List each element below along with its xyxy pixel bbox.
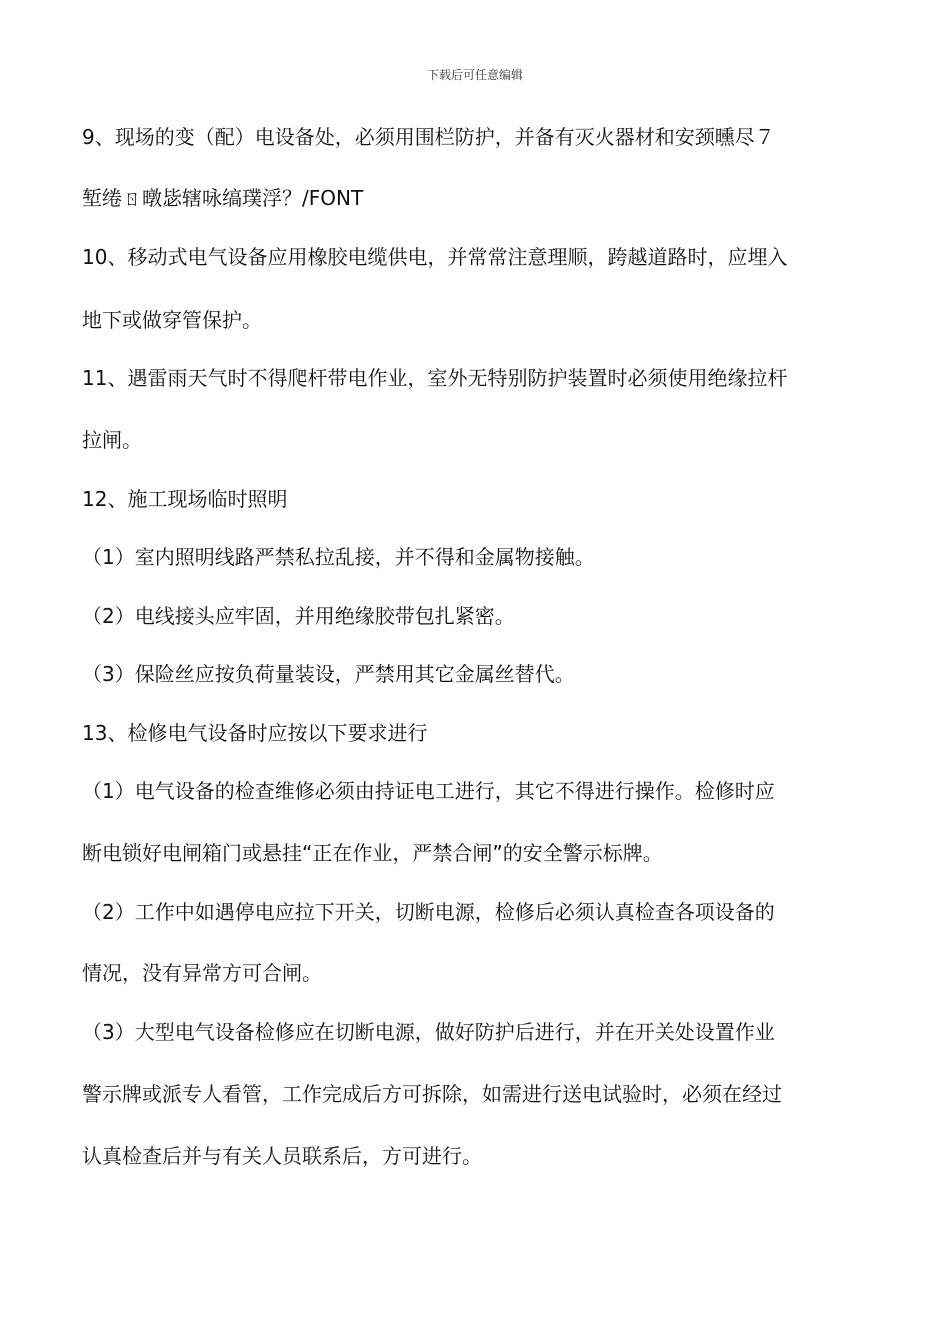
page-header: 下载后可任意编辑 — [426, 68, 523, 82]
line-item-13-1-a: （1）电气设备的检查维修必须由持证电工进行，其它不得进行操作。检修时应 — [82, 779, 775, 803]
line-item-12-3: （3）保险丝应按负荷量装设，严禁用其它金属丝替代。 — [82, 662, 575, 686]
line-item-13-heading: 13、检修电气设备时应按以下要求进行 — [82, 721, 428, 745]
line-item-12-heading: 12、施工现场临时照明 — [82, 487, 288, 511]
line-item-12-1: （1）室内照明线路严禁私拉乱接，并不得和金属物接触。 — [82, 545, 595, 569]
line-item-11-a: 11、遇雷雨天气时不得爬杆带电作业，室外无特别防护装置时必须使用绝缘拉杆 — [82, 366, 788, 390]
line-item-9-b: 堑绻ㄖ暾毖辖咏缟璞浮？/FONT — [82, 186, 364, 210]
line-item-12-2: （2）电线接头应牢固，并用绝缘胶带包扎紧密。 — [82, 604, 515, 628]
line-item-13-3-a: （3）大型电气设备检修应在切断电源，做好防护后进行，并在开关处设置作业 — [82, 1020, 775, 1044]
line-item-13-2-a: （2）工作中如遇停电应拉下开关，切断电源，检修后必须认真检查各项设备的 — [82, 900, 775, 924]
line-item-13-3-c: 认真检查后并与有关人员联系后，方可进行。 — [82, 1144, 482, 1168]
line-item-13-1-b: 断电锁好电闸箱门或悬挂“正在作业，严禁合闸”的安全警示标牌。 — [82, 841, 663, 865]
line-item-13-2-b: 情况，没有异常方可合闸。 — [82, 961, 322, 985]
line-item-9-a: 9、现场的变（配）电设备处，必须用围栏防护，并备有灭火器材和安颈曛尽７ — [82, 125, 775, 149]
line-item-10-a: 10、移动式电气设备应用橡胶电缆供电，并常常注意理顺，跨越道路时，应埋入 — [82, 245, 788, 269]
line-item-11-b: 拉闸。 — [82, 428, 142, 452]
line-item-10-b: 地下或做穿管保护。 — [82, 308, 262, 332]
line-item-13-3-b: 警示牌或派专人看管，工作完成后方可拆除，如需进行送电试验时，必须在经过 — [82, 1082, 782, 1106]
